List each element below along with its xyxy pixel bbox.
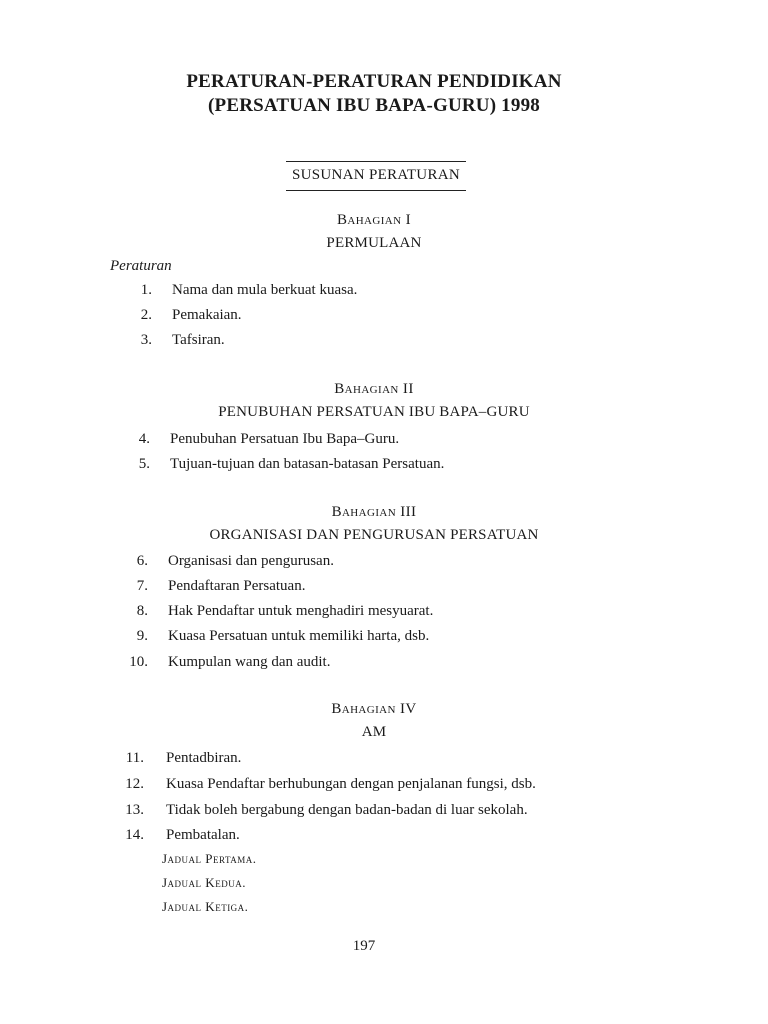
contents-heading-rule-top (286, 161, 466, 162)
contents-heading-rule-bottom (286, 190, 466, 191)
regulation-number: 9. (136, 628, 148, 644)
regulation-number: 5. (138, 456, 150, 472)
part-2-number: Bahagian II (334, 381, 414, 397)
regulation-title: Nama dan mula berkuat kuasa. (172, 282, 358, 298)
document-title-line-2: (PERSATUAN IBU BAPA-GURU) 1998 (208, 95, 540, 116)
regulation-number: 11. (125, 750, 144, 766)
regulation-title: Kuasa Persatuan untuk memiliki harta, dsb. (168, 628, 430, 644)
regulation-title: Hak Pendaftar untuk menghadiri mesyuarat. (168, 603, 434, 619)
schedule-second: Jadual Kedua. (162, 875, 246, 890)
page-number: 197 (352, 938, 376, 954)
regulation-number: 13. (125, 802, 144, 818)
regulation-number: 6. (136, 553, 148, 569)
schedule-first: Jadual Pertama. (162, 851, 257, 866)
part-1-number: Bahagian I (336, 212, 412, 228)
regulation-number: 7. (136, 578, 148, 594)
regulation-number: 14. (125, 827, 144, 843)
part-3-number: Bahagian III (331, 504, 417, 520)
document-title-line-1: PERATURAN-PERATURAN PENDIDIKAN (186, 71, 562, 92)
regulation-title: Kumpulan wang dan audit. (168, 654, 331, 670)
regulation-title: Pendaftaran Persatuan. (168, 578, 306, 594)
regulation-title: Penubuhan Persatuan Ibu Bapa–Guru. (170, 431, 400, 447)
part-3-name: ORGANISASI DAN PENGURUSAN PERSATUAN (209, 527, 539, 543)
regulation-number: 8. (136, 603, 148, 619)
part-4-name: AM (361, 724, 387, 740)
regulation-number: 3. (140, 332, 152, 348)
regulation-title: Pentadbiran. (166, 750, 242, 766)
regulation-number: 4. (138, 431, 150, 447)
regulation-title: Organisasi dan pengurusan. (168, 553, 334, 569)
part-1-name: PERMULAAN (326, 235, 422, 251)
contents-heading: SUSUNAN PERATURAN (291, 167, 461, 183)
regulation-number: 12. (125, 776, 144, 792)
regulation-column-label: Peraturan (110, 258, 172, 274)
schedule-third: Jadual Ketiga. (162, 899, 249, 914)
regulation-number: 10. (129, 654, 148, 670)
regulation-title: Tujuan-tujuan dan batasan-batasan Persatuan. (170, 456, 445, 472)
regulation-title: Tidak boleh bergabung dengan badan-badan di luar sekolah. (166, 802, 528, 818)
part-2-name: PENUBUHAN PERSATUAN IBU BAPA–GURU (218, 404, 530, 420)
regulation-title: Tafsiran. (172, 332, 225, 348)
part-4-number: Bahagian IV (331, 701, 417, 717)
regulation-title: Pemakaian. (172, 307, 242, 323)
regulation-number: 1. (140, 282, 152, 298)
regulation-title: Pembatalan. (166, 827, 240, 843)
regulation-title: Kuasa Pendaftar berhubungan dengan penjalanan fungsi, dsb. (166, 776, 536, 792)
regulation-number: 2. (140, 307, 152, 323)
